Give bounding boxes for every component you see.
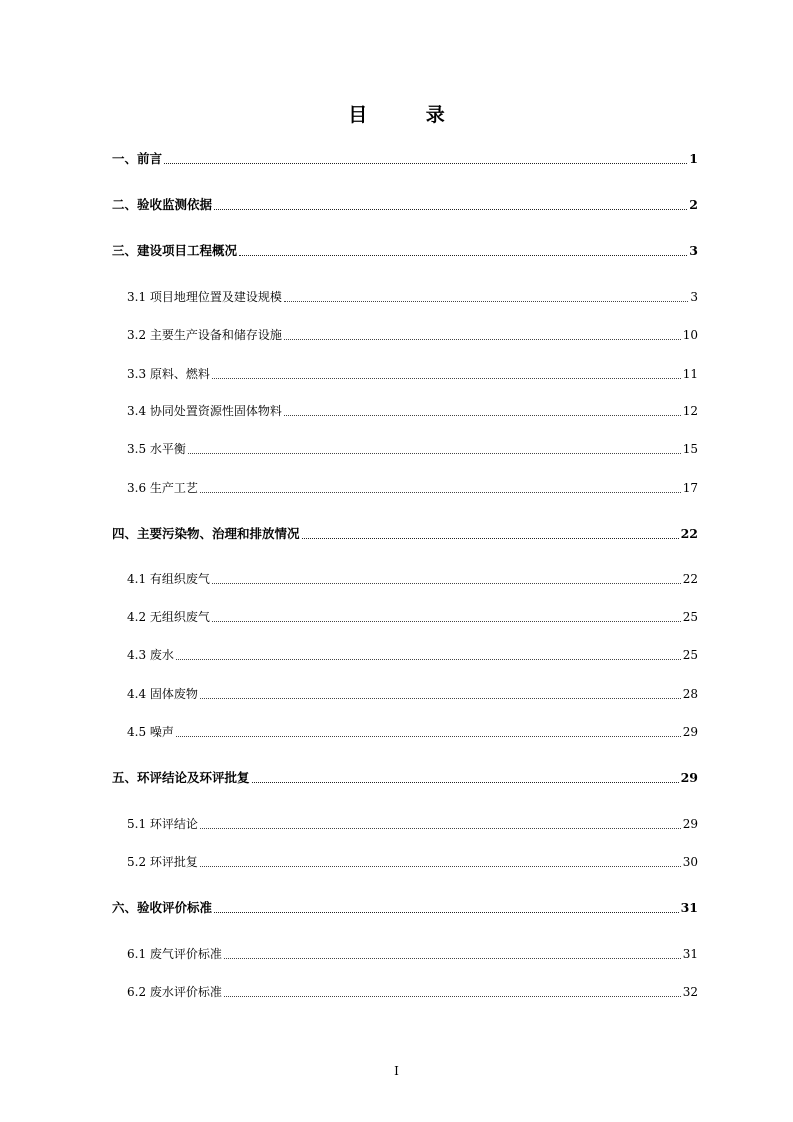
toc-dot-leader	[200, 491, 681, 493]
toc-entry-page: 22	[682, 572, 698, 586]
toc-dot-leader	[284, 300, 688, 302]
toc-dot-leader	[176, 735, 681, 737]
toc-entry-page: 29	[682, 817, 698, 831]
toc-dot-leader	[284, 338, 681, 340]
toc-entry-page: 29	[682, 725, 698, 739]
toc-dot-leader	[214, 911, 679, 913]
toc-dot-leader	[200, 865, 681, 867]
toc-entry-page: 31	[682, 947, 698, 961]
toc-entry-label: 三、建设项目工程概况	[112, 243, 238, 258]
toc-entry-page: 31	[680, 900, 698, 915]
toc-entry-page: 28	[682, 687, 698, 701]
toc-entry-page: 22	[680, 526, 698, 541]
toc-entry-section-3[interactable]	[112, 243, 698, 259]
toc-dot-leader	[284, 414, 681, 416]
toc-entry-5-2[interactable]	[127, 854, 698, 870]
toc-entry-page: 1	[689, 151, 698, 166]
toc-entry-4-5[interactable]	[127, 724, 698, 740]
toc-entry-section-2[interactable]	[112, 197, 698, 213]
toc-entry-label: 3.4 协同处置资源性固体物料	[127, 404, 282, 418]
toc-entry-6-2[interactable]	[127, 984, 698, 1000]
toc-entry-3-5[interactable]	[127, 441, 698, 457]
toc-entry-page: 3	[689, 243, 698, 258]
toc-entry-page: 25	[682, 610, 698, 624]
toc-entry-label: 3.2 主要生产设备和储存设施	[127, 328, 282, 342]
toc-dot-leader	[188, 452, 681, 454]
toc-entry-page: 29	[680, 770, 698, 785]
toc-entry-page: 32	[682, 985, 698, 999]
toc-entry-4-4[interactable]	[127, 686, 698, 702]
toc-entry-page: 11	[682, 367, 698, 381]
toc-dot-leader	[214, 208, 687, 210]
toc-entry-section-1[interactable]	[112, 151, 698, 167]
toc-entry-page: 10	[682, 328, 698, 342]
toc-entry-4-1[interactable]	[127, 571, 698, 587]
toc-dot-leader	[212, 582, 681, 584]
toc-entry-label: 六、验收评价标准	[112, 900, 213, 915]
toc-entry-label: 4.4 固体废物	[127, 687, 198, 701]
toc-entry-3-2[interactable]	[127, 327, 698, 343]
toc-entry-4-3[interactable]	[127, 647, 698, 663]
toc-entry-label: 6.2 废水评价标准	[127, 985, 222, 999]
toc-entry-page: 17	[682, 481, 698, 495]
toc-entry-section-6[interactable]	[112, 900, 698, 916]
toc-entry-label: 3.1 项目地理位置及建设规模	[127, 290, 282, 304]
toc-entry-label: 四、主要污染物、治理和排放情况	[112, 526, 300, 541]
toc-entry-section-4[interactable]	[112, 526, 698, 542]
toc-entry-3-4[interactable]	[127, 403, 698, 419]
toc-entry-label: 二、验收监测依据	[112, 197, 213, 212]
toc-dot-leader	[252, 781, 679, 783]
toc-title: 目 录	[348, 104, 471, 126]
toc-entry-5-1[interactable]	[127, 816, 698, 832]
toc-entry-page: 3	[690, 290, 698, 304]
page-number: I	[394, 1064, 399, 1078]
toc-entry-label: 4.3 废水	[127, 648, 174, 662]
toc-entry-3-6[interactable]	[127, 480, 698, 496]
toc-entry-4-2[interactable]	[127, 609, 698, 625]
toc-entry-label: 5.2 环评批复	[127, 855, 198, 869]
toc-dot-leader	[176, 658, 681, 660]
toc-entry-label: 一、前言	[112, 151, 163, 166]
toc-dot-leader	[239, 254, 687, 256]
toc-entry-label: 五、环评结论及环评批复	[112, 770, 250, 785]
toc-dot-leader	[200, 827, 681, 829]
toc-entry-3-3[interactable]	[127, 366, 698, 382]
toc-entry-label: 3.3 原料、燃料	[127, 367, 210, 381]
toc-entry-label: 4.2 无组织废气	[127, 610, 210, 624]
toc-entry-section-5[interactable]	[112, 770, 698, 786]
toc-dot-leader	[302, 537, 679, 539]
toc-entry-page: 30	[682, 855, 698, 869]
toc-entry-label: 3.5 水平衡	[127, 442, 186, 456]
toc-entry-label: 4.1 有组织废气	[127, 572, 210, 586]
toc-entry-3-1[interactable]	[127, 289, 698, 305]
toc-dot-leader	[224, 995, 681, 997]
toc-entry-label: 5.1 环评结论	[127, 817, 198, 831]
toc-entry-label: 4.5 噪声	[127, 725, 174, 739]
toc-dot-leader	[164, 162, 687, 164]
toc-entry-page: 15	[682, 442, 698, 456]
toc-dot-leader	[212, 620, 681, 622]
toc-dot-leader	[224, 957, 681, 959]
toc-entry-page: 2	[689, 197, 698, 212]
toc-entry-6-1[interactable]	[127, 946, 698, 962]
toc-dot-leader	[200, 697, 681, 699]
toc-entry-page: 12	[682, 404, 698, 418]
toc-entry-label: 6.1 废气评价标准	[127, 947, 222, 961]
toc-entry-page: 25	[682, 648, 698, 662]
toc-dot-leader	[212, 377, 681, 379]
toc-entry-label: 3.6 生产工艺	[127, 481, 198, 495]
